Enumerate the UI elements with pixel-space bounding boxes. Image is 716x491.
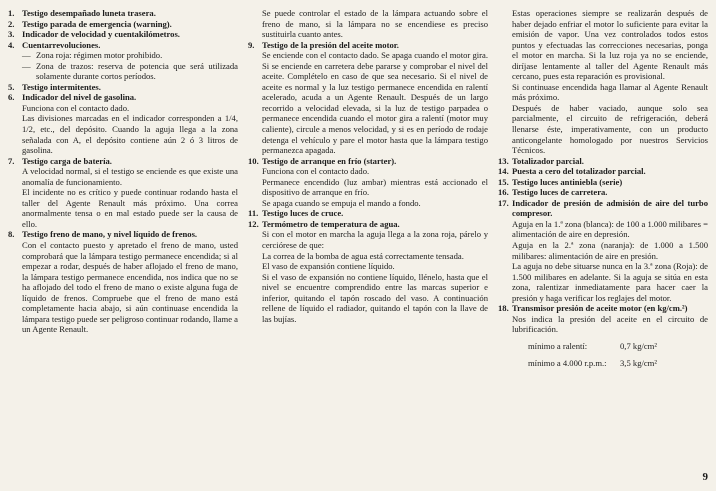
paragraph: A velocidad normal, si el testigo se enciende es que existe una anomalía de funcionamiento.: [22, 166, 238, 187]
paragraph: Las divisiones marcadas en el indicador corresponden a 1/4, 1/2, etc., del depósito. Cuando la aguja llega a la zona señalada con A, el depósito contiene aún 2 ó 3 litros de gasolina.: [22, 113, 238, 156]
dash-item: [8, 61, 238, 82]
item-number: 10.: [248, 155, 259, 166]
item-title: Testigo luces de cruce.: [262, 208, 344, 219]
limit-value: 3,5 kg/cm²: [620, 357, 657, 368]
item-number: 12.: [248, 218, 259, 229]
numbered-item: [498, 198, 708, 219]
column-right: [498, 8, 708, 368]
column-left: [8, 8, 238, 335]
dash-text: Zona roja: régimen motor prohibido.: [36, 50, 163, 61]
item-title: Testigo de la presión del aceite motor.: [262, 39, 399, 50]
numbered-item: [498, 187, 708, 198]
numbered-item: [498, 303, 708, 314]
item-number: 8.: [8, 229, 15, 240]
item-number: 4.: [8, 39, 15, 50]
item-title: Testigo luces de carretera.: [512, 187, 608, 198]
paragraph: El vaso de expansión contiene líquido.: [262, 261, 395, 272]
item-title: Puesta a cero del totalizador parcial.: [512, 166, 646, 177]
paragraph: Nos indica la presión del aceite en el circuito de lubrificación.: [512, 313, 708, 335]
paragraph: Funciona con el contacto dado.: [22, 102, 130, 113]
limit-row: [498, 358, 708, 369]
numbered-item: [498, 156, 708, 167]
limit-label: mínimo a ralentí:: [528, 340, 588, 351]
item-title: Transmisor presión de aceite motor (en kg/cm.²): [512, 303, 688, 314]
column-middle: [248, 8, 488, 324]
paragraph: Permanece encendido (luz ambar) mientras está accionado el dispositivo de arranque en frío.: [262, 176, 488, 198]
numbered-item: [248, 208, 488, 219]
item-number: 2.: [8, 18, 15, 29]
paragraph: Se puede controlar el estado de la lámpara actuando sobre el freno de mano, si la lámpara no se encendiese es preciso sustituirla cuanto antes.: [262, 8, 488, 40]
item-number: 18.: [498, 303, 509, 314]
item-title: Cuentarrevoluciones.: [22, 39, 101, 50]
paragraph: Si el vaso de expansión no contiene líquido, llénelo, hasta que el nivel se encuentre comprendido entre las marcas superior e inferior, quitando el tapón roscado del vaso. A continuación rellene de líquido el radiador, quitando el tapón con la llave de las bujías.: [262, 271, 488, 324]
item-title: Testigo parada de emergencia (warning).: [22, 18, 172, 29]
item-title: Testigo freno de mano, y nivel líquido de frenos.: [22, 229, 198, 240]
numbered-item: [498, 166, 708, 177]
paragraph: Si continuase encendida haga llamar al Agente Renault más próximo.: [512, 81, 708, 103]
paragraph: Con el contacto puesto y apretado el freno de mano, usted comprobará que la lámpara testigo permanece encendida; si al empezar a rodar, después de haber aflojado el freno de mano, la lámpara testigo permanece encendida, nos indica que no se ha aflojado del todo el freno de mano o existe alguna fuga de líquido de frenos. Compruebe que el freno de mano está completamente hacia abajo, si aún continuase encendida la lámpara testigo puede ser peligroso continuar rodando, llame a un Agente Renault.: [22, 240, 238, 335]
numbered-item: [8, 82, 238, 93]
item-title: Indicador de velocidad y cuentakilómetros.: [22, 29, 180, 40]
numbered-item: [8, 8, 238, 19]
paragraph: Estas operaciones siempre se realizarán después de haber dejado enfriar el motor lo suficiente para evitar la emisión de vapor. Una vez controlados todos estos puntos y efectuadas las correcciones necesarias, ponga el motor en marcha. Si la luz roja ya no se enciende, diríjase lentamente al taller del Agente Renault más cercano, pues esta reparación es provisional.: [512, 8, 708, 82]
numbered-item: [248, 40, 488, 51]
item-number: 3.: [8, 29, 15, 40]
limit-label: mínimo a 4.000 r.p.m.:: [528, 357, 607, 368]
item-number: 15.: [498, 176, 509, 187]
item-title: Indicador de presión de admisión de aire del turbo compresor.: [512, 197, 708, 219]
item-number: 13.: [498, 155, 509, 166]
item-title: Testigo de arranque en frío (starter).: [262, 155, 397, 166]
paragraph: La aguja no debe situarse nunca en la 3.ª zona (Roja): de 1.500 milibares en adelante. Si la aguja se sitúa en esta zona, ralentizar inmediatamente para hacer caer la presión y haga verificar los reglajes del motor.: [512, 261, 708, 303]
paragraph: Aguja en la 1.ª zona (blanca): de 100 a 1.000 milibares = alimentación de aire en depresión.: [512, 218, 708, 240]
numbered-item: [8, 29, 238, 40]
paragraph: Funciona con el contacto dado.: [262, 166, 370, 177]
item-number: 17.: [498, 197, 509, 208]
dash-item: [8, 50, 238, 61]
paragraph: Aguja en la 2.ª zona (naranja): de 1.000 a 1.500 milibares: alimentación de aire en presión.: [512, 240, 708, 261]
paragraph: Se apaga cuando se empuja el mando a fondo.: [262, 197, 421, 208]
dash-text: Zona de trazos: reserva de potencia que será utilizada solamente durante cortos períodos.: [36, 60, 238, 82]
item-number: 9.: [248, 39, 255, 50]
item-title: Termómetro de temperatura de agua.: [262, 218, 400, 229]
numbered-item: [8, 19, 238, 30]
item-title: Testigo desempañado luneta trasera.: [22, 8, 156, 18]
paragraph: Si con el motor en marcha la aguja llega a la zona roja, párelo y cerciórese de que:: [262, 229, 488, 251]
limit-row: [498, 341, 708, 352]
item-number: 5.: [8, 81, 15, 92]
oil-pressure-limits: [498, 341, 708, 368]
item-number: 1.: [8, 8, 15, 18]
page-number: 9: [702, 471, 708, 483]
numbered-item: [498, 177, 708, 188]
paragraph: Se enciende con el contacto dado. Se apaga cuando el motor gira. Si se enciende en carretera debe pararse y comprobar el nivel del aceite. Complételo en caso de que sea necesario. Si el nivel de aceite es normal y la luz testigo permanece encendida en ralentí acelerado, acuda a un Agente Renault. Después de un largo recorrido a velocidad elevada, si la luz de testigo parpadea o permanece encendida cuando el motor gira a ralentí (motor muy caliente), circule a menos velocidad, y si es en período de rodaje detenga el vehículo y pare el motor hasta que la lámpara testigo permanezca apagada.: [262, 50, 488, 156]
item-number: 14.: [498, 166, 509, 177]
numbered-item: [8, 229, 238, 240]
item-title: Testigo carga de batería.: [22, 155, 112, 166]
dash-mark: —: [22, 50, 31, 61]
numbered-item: [8, 156, 238, 167]
item-number: 11.: [248, 208, 259, 219]
item-title: Testigo intermitentes.: [22, 81, 101, 92]
limit-value: 0,7 kg/cm²: [620, 340, 657, 351]
item-number: 6.: [8, 92, 15, 103]
item-number: 16.: [498, 187, 509, 198]
item-title: Totalizador parcial.: [512, 155, 584, 166]
paragraph: Después de haber vaciado, aunque solo sea parcialmente, el circuito de refrigeración, deberá llenarse éste, imperativamente, con un producto anticongelante homologado por nuestros Servicios Técnicos.: [512, 102, 708, 156]
paragraph: La correa de la bomba de agua está correctamente tensada.: [262, 250, 464, 261]
dash-mark: —: [22, 60, 31, 71]
numbered-item: [8, 92, 238, 103]
item-title: Indicador del nivel de gasolina.: [22, 92, 137, 103]
numbered-item: [248, 156, 488, 167]
item-number: 7.: [8, 155, 15, 166]
numbered-item: [8, 40, 238, 51]
item-title: Testigo luces antiniebla (serie): [512, 176, 623, 187]
numbered-item: [248, 219, 488, 230]
paragraph: El incidente no es crítico y puede continuar rodando hasta el taller del Agente Renault más próximo. Una correa anormalmente tensa o en mal estado puede ser la causa de ello.: [22, 187, 238, 229]
